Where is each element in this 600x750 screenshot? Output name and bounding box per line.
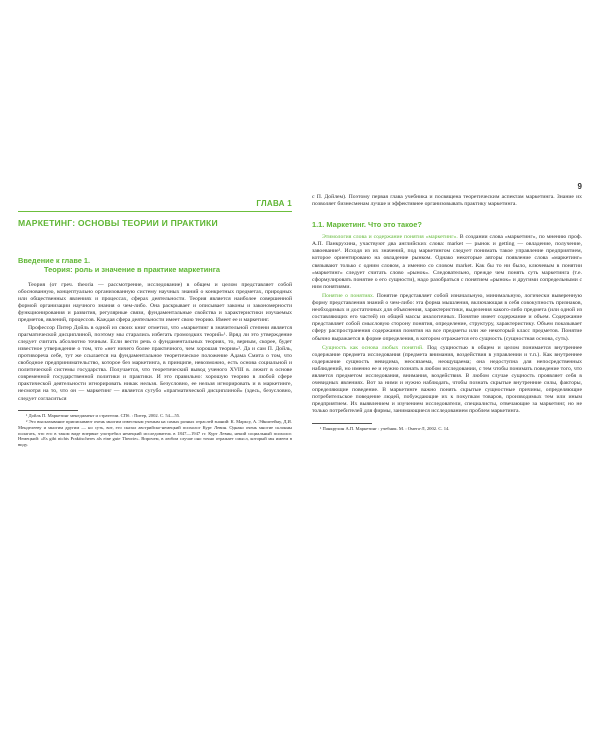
paragraph-1-lead: Этимология слова и содержание понятия «маркетинг». <box>322 234 458 241</box>
left-paragraph-2: Профессор Питер Дойль в одной из своих книг отметил, что «маркетинг в значительной степени является прагматической дисциплиной, поэтому мы старались избегать громоздких теорий»¹. Вряд ли это утверждение следует считать абсолютно точным. Если вести речь о фундаментальных теориях, то, верным, скорее, будет известное утверждение о том, что «нет ничего более практичного, чем хорошая теория»². Да и сам П. Дойль, противореча себе, тут же ссылается на фундаментальное теоретическое положение Адама Смита о том, что свободное предпринимательство, которое без маркетинга, в принципе, невозможно, есть основа социальной и политической системы государства. Получается, что теоретический вывод ученого XVIII в. лежит в основе современной государственной политики и практики. И это правильно: хорошую теорию в любой сфере практической деятельности игнорировать никак нельзя. Безусловно, ее нельзя игнорировать и в маркетинге, несмотря на то, что он — маркетинг — является сугубо «прагматической дисциплиной» (здесь, безусловно, следует согласиться <box>18 324 292 402</box>
left-page <box>18 182 292 448</box>
footnote-2: ² Это высказывание приписывают очень многим известным ученым на самых разных отраслей знаний: К. Марксу, А. Эйнштейну, Д.И. Менделееву и многим другим — но суть, вот, его сказал австрийско-немецкий психолог Курт Левин. Однако очень многие склонны полагать, что его в таком виде впервые употребил немецкий исследователь в 1847—1947 гг. Курт Левин, некий социальный психолог. Немецкий: «Es gibt nichts Praktischeres als eine gute Theorie». Впрочем, в любом случае оно точно отражает смысл, который мы имеем в виду. <box>18 418 292 448</box>
left-body <box>18 282 292 403</box>
paragraph-3-lead: Сущность как основа любых понятий. <box>322 344 424 351</box>
left-footnotes <box>18 413 292 448</box>
chapter-rule <box>18 211 292 212</box>
right-paragraph-1 <box>312 234 582 291</box>
intro-heading: Введение к главе 1. <box>18 256 91 265</box>
paragraph-2-lead: Понятие о понятиях. <box>322 292 375 299</box>
right-page <box>312 194 582 432</box>
right-intro-paragraph: с П. Дойлем). Поэтому первая глава учебника и посвящена теоретическим аспектам маркетинга. Знание их позволяет бизнесменам лучше и эффективнее организовывать практику маркетинга. <box>312 194 582 208</box>
right-footnotes <box>312 426 582 432</box>
chapter-label: ГЛАВА 1 <box>256 199 292 208</box>
footnote-rule <box>18 410 78 411</box>
footnote-1: ¹ Дойль П. Маркетинг менеджмент и стратегии. СПб. : Питер, 2002. С. 54—55. <box>26 413 181 419</box>
intro-subheading: Теория: роль и значение в практике маркетинга <box>44 265 220 274</box>
right-paragraph-2 <box>312 293 582 343</box>
right-footnote-1: ¹ Панкрухин А.П. Маркетинг : учебник. М. : Омега-Л, 2002. С. 14. <box>320 426 450 432</box>
paragraph-1-text: В создании слова «маркетинг», по мнению проф. А.П. Панкрухина, участвуют два английских слова: market — рынок и getting — овладение, получение, завоевание¹. Исходя из их значений, под маркетингом следует понимать такое управление предприятием, которое ориентировано на овладение рынком. Однако некоторые авторы появление слова «маркетинг» связывают только с одним словом, а именно со словом market. Как бы то ни было, ключевым в понятии «маркетинг» следует считать слово «рынок». Следовательно, прежде чем понять суть маркетинга (т.е. сформулировать понятие о его сущности), надо разобраться с понятием «рынок» и другими сопредельными с ним понятиями. <box>312 234 583 290</box>
left-paragraph-1: Теория (от греч. theoria — рассмотрение, исследование) в общем и целом представляет собой обоснованную, концептуально организованную систему научных знаний о конкретных предметах, природных или общественных явлениях и процессах, сферах деятельности. Теория является наиболее совершенной формой организации научного знания о чем-либо. Она раскрывает и описывает законы и закономерности функционирования и развития, регулярные связи, фундаментальные свойства и характеристики изучаемых предметов, явлений, процессов. Каждая сфера деятельности имеет свою теорию. Имеет ее и маркетинг. <box>18 282 292 324</box>
right-paragraph-3 <box>312 345 582 416</box>
page-number: 9 <box>577 182 582 191</box>
paragraph-3-text: Под сущностью в общем и целом понимается внутреннее содержание предмета исследования (предмета внимания, воздействия в управлении и т.п.). Как внутреннее содержание сущность невидима, неосязаема, неощущаема; она недоступна для непосредственных наблюдений, но именно ее и нужно познать в любом исследовании, с тем чтобы понимать поведение того, что является предметом исследования, внимания, воздействия. В любом случае сущность проявляет себя в очевидных явлениях. Вот за ними и нужно наблюдать, чтобы познать скрытые внутренние силы, факторы, определяющие поведение. В маркетинге важно понять скрытые сущностные причины, определяющие потребительское поведение людей, побуждающие их к покупкам товаров, производимых тем или иным предприятием. Их выявлением и изучением исследователи, специалисты, отвечающие за маркетинг, но не только потребителей для фирмы, занимающиеся исследованием проблем маркетинга. <box>312 344 582 415</box>
paragraph-2-text: Понятие представляет собой изначальную, минимальную, логически выверенную форму представления знаний о чем-либо: эта форма мышления, включающая в себя совокупность признаков, необходимых и достаточных для объяснения, характеристики, выделения какого-либо предмета (или одной из составляющих его частей) из общей массы аналогичных. Понятие имеет содержание и объем. Содержание представляет собой смысловую сторону понятия, определение, структуру, характеристику. Объем показывает сферу распространения содержания понятия на все предметы или же некоторый класс предметов. Понятие обычно выражается в форме определения, в котором отражается его сущность (сущностная основа, суть). <box>312 292 583 342</box>
chapter-title: МАРКЕТИНГ: ОСНОВЫ ТЕОРИИ И ПРАКТИКИ <box>18 218 218 228</box>
footnote-rule-right <box>312 423 372 424</box>
section-heading: 1.1. Маркетинг. Что это такое? <box>312 220 422 230</box>
